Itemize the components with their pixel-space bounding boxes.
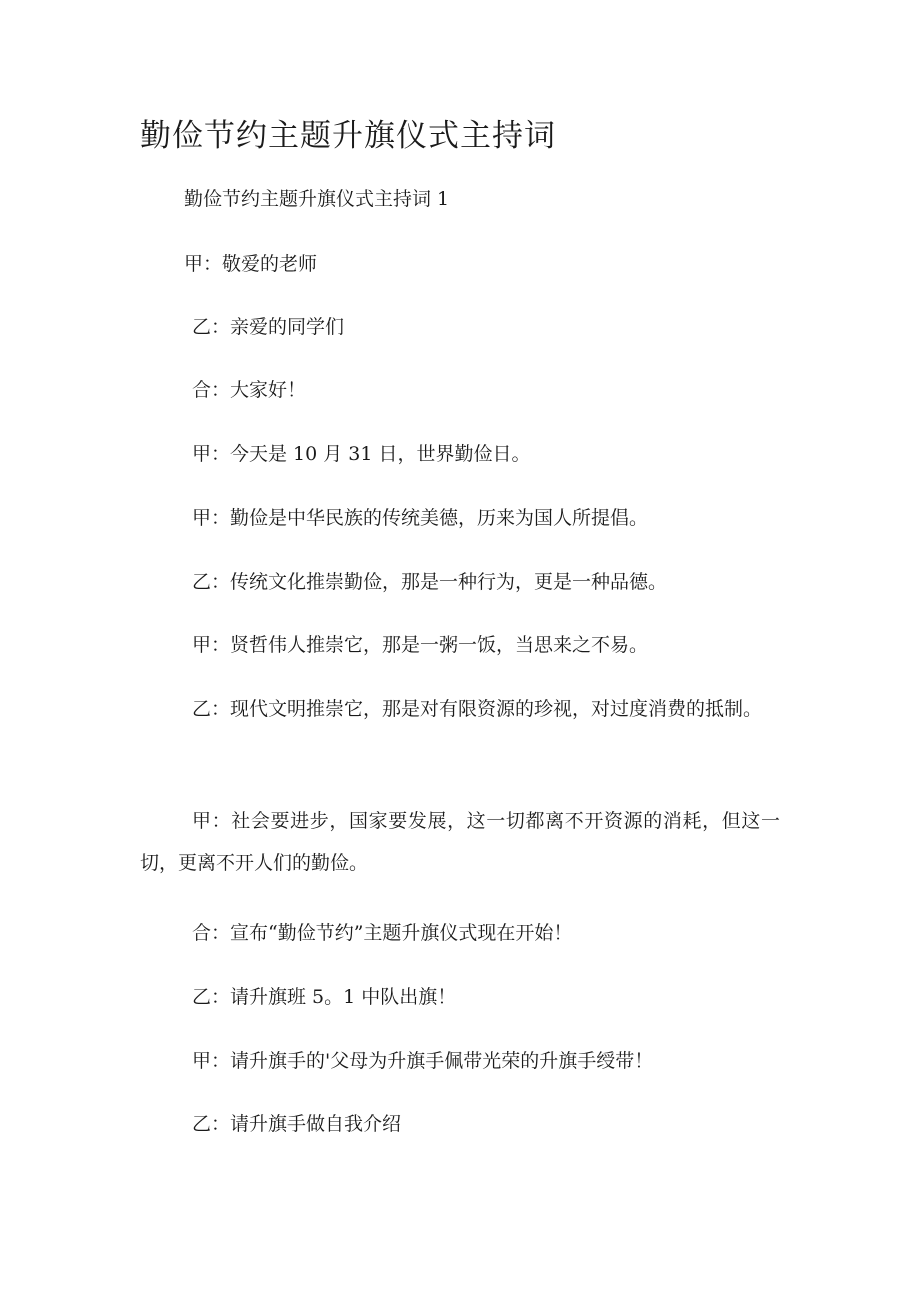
speech-line-5: 甲：勤俭是中华民族的传统美德，历来为国人所提倡。: [192, 507, 649, 529]
speech-line-3: 合：大家好！: [192, 379, 307, 401]
speech-line-6: 乙：传统文化推崇勤俭，那是一种行为，更是一种品德。: [192, 571, 668, 593]
document-title: 勤俭节约主题升旗仪式主持词: [140, 118, 556, 154]
speech-line-13: 乙：请升旗手做自我介绍: [192, 1113, 402, 1135]
speech-line-2: 乙：亲爱的同学们: [192, 316, 345, 338]
speech-line-10: 合：宣布“勤俭节约”主题升旗仪式现在开始！: [192, 922, 573, 944]
speech-line-1: 甲：敬爱的老师: [184, 253, 318, 275]
document-subtitle: 勤俭节约主题升旗仪式主持词 1: [184, 188, 450, 210]
speech-line-12: 甲：请升旗手的'父母为升旗手佩带光荣的升旗手绶带！: [192, 1050, 654, 1072]
speech-paragraph-9: 甲：社会要进步，国家要发展，这一切都离不开资源的消耗，但这一切，更离不开人们的勤俭。: [140, 810, 780, 874]
speech-line-11: 乙：请升旗班 5。1 中队出旗！: [192, 986, 457, 1008]
speech-line-7: 甲：贤哲伟人推崇它，那是一粥一饭，当思来之不易。: [192, 634, 649, 656]
speech-line-4: 甲：今天是 10 月 31 日，世界勤俭日。: [192, 443, 531, 465]
speech-paragraph-8: 乙：现代文明推崇它，那是对有限资源的珍视，对过度消费的抵制。: [192, 698, 763, 720]
